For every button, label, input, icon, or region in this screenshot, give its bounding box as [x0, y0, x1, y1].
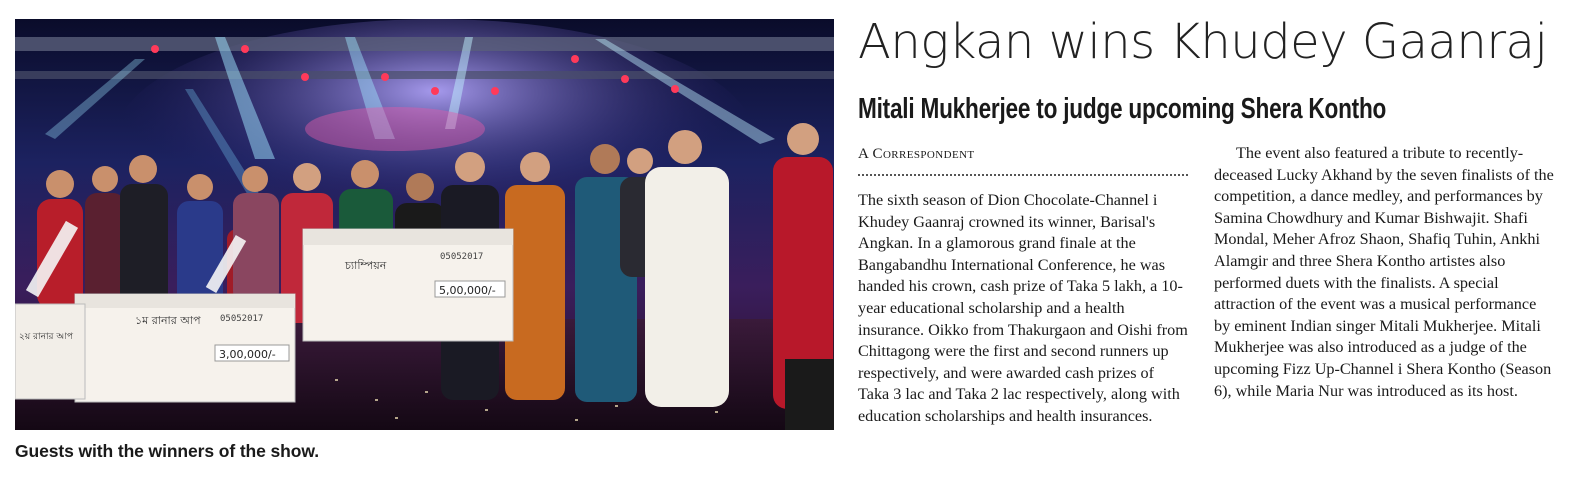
champion-cheque [303, 229, 513, 341]
runner-up-cheque [75, 294, 295, 402]
subheadline: Mitali Mukherjee to judge upcoming Shera Kontho [858, 93, 1387, 125]
cheque-label: চ্যাম্পিয়ন [345, 259, 387, 272]
photo-caption: Guests with the winners of the show. [15, 441, 319, 461]
cheque-label: ২য় রানার আপ [19, 332, 73, 342]
event-photo [15, 19, 834, 430]
cheque-amount: 3,00,000/- [219, 348, 276, 361]
byline: A Correspondent [858, 146, 975, 162]
article-column-1: The sixth season of Dion Chocolate-Channel i Khudey Gaanraj crowned its winner, Barisal's Angkan. In a glamorous grand finale at the Bangabandhu International Conference, he was handed his crown, cash prize of Taka 5 lakh, a 10-year educational scholarship and a health insurance. Oikko from Thakurgaon and Oishi from Chittagong were the first and second runners up respectively, and were awarded cash prizes of Taka 3 lac and Taka 2 lac respectively, along with education scholarships and health insurances. [858, 191, 1188, 425]
cheque-number: 05052017 [220, 314, 264, 324]
cheque-amount: 5,00,000/- [439, 284, 496, 297]
headline: Angkan wins Khudey Gaanraj [858, 14, 1548, 70]
page-edge [1556, 0, 1588, 502]
stage-illustration [15, 19, 834, 430]
article-column-2: The event also featured a tribute to recently-deceased Lucky Akhand by the seven finalists of the competition, a dance medley, and performances by Samina Chowdhury and Kumar Bishwajit. Shafi Mondal, Meher Afroz Shaon, Shafiq Tuhin, Ankhi Alamgir and three Shera Kontho artistes also performed duets with the finalists. A special attraction of the event was a musical performance by eminent Indian singer Mitali Mukherjee. Mitali Mukherjee was also introduced as a judge of the upcoming Fizz Up-Channel i Shera Kontho (Season 6), while Maria Nur was introduced as its host. [1214, 144, 1554, 400]
second-runner-up-cheque [15, 304, 85, 399]
cheque-number: 05052017 [440, 252, 484, 262]
byline-divider [858, 174, 1188, 176]
cheque-label: ১ম রানার আপ [135, 314, 201, 327]
